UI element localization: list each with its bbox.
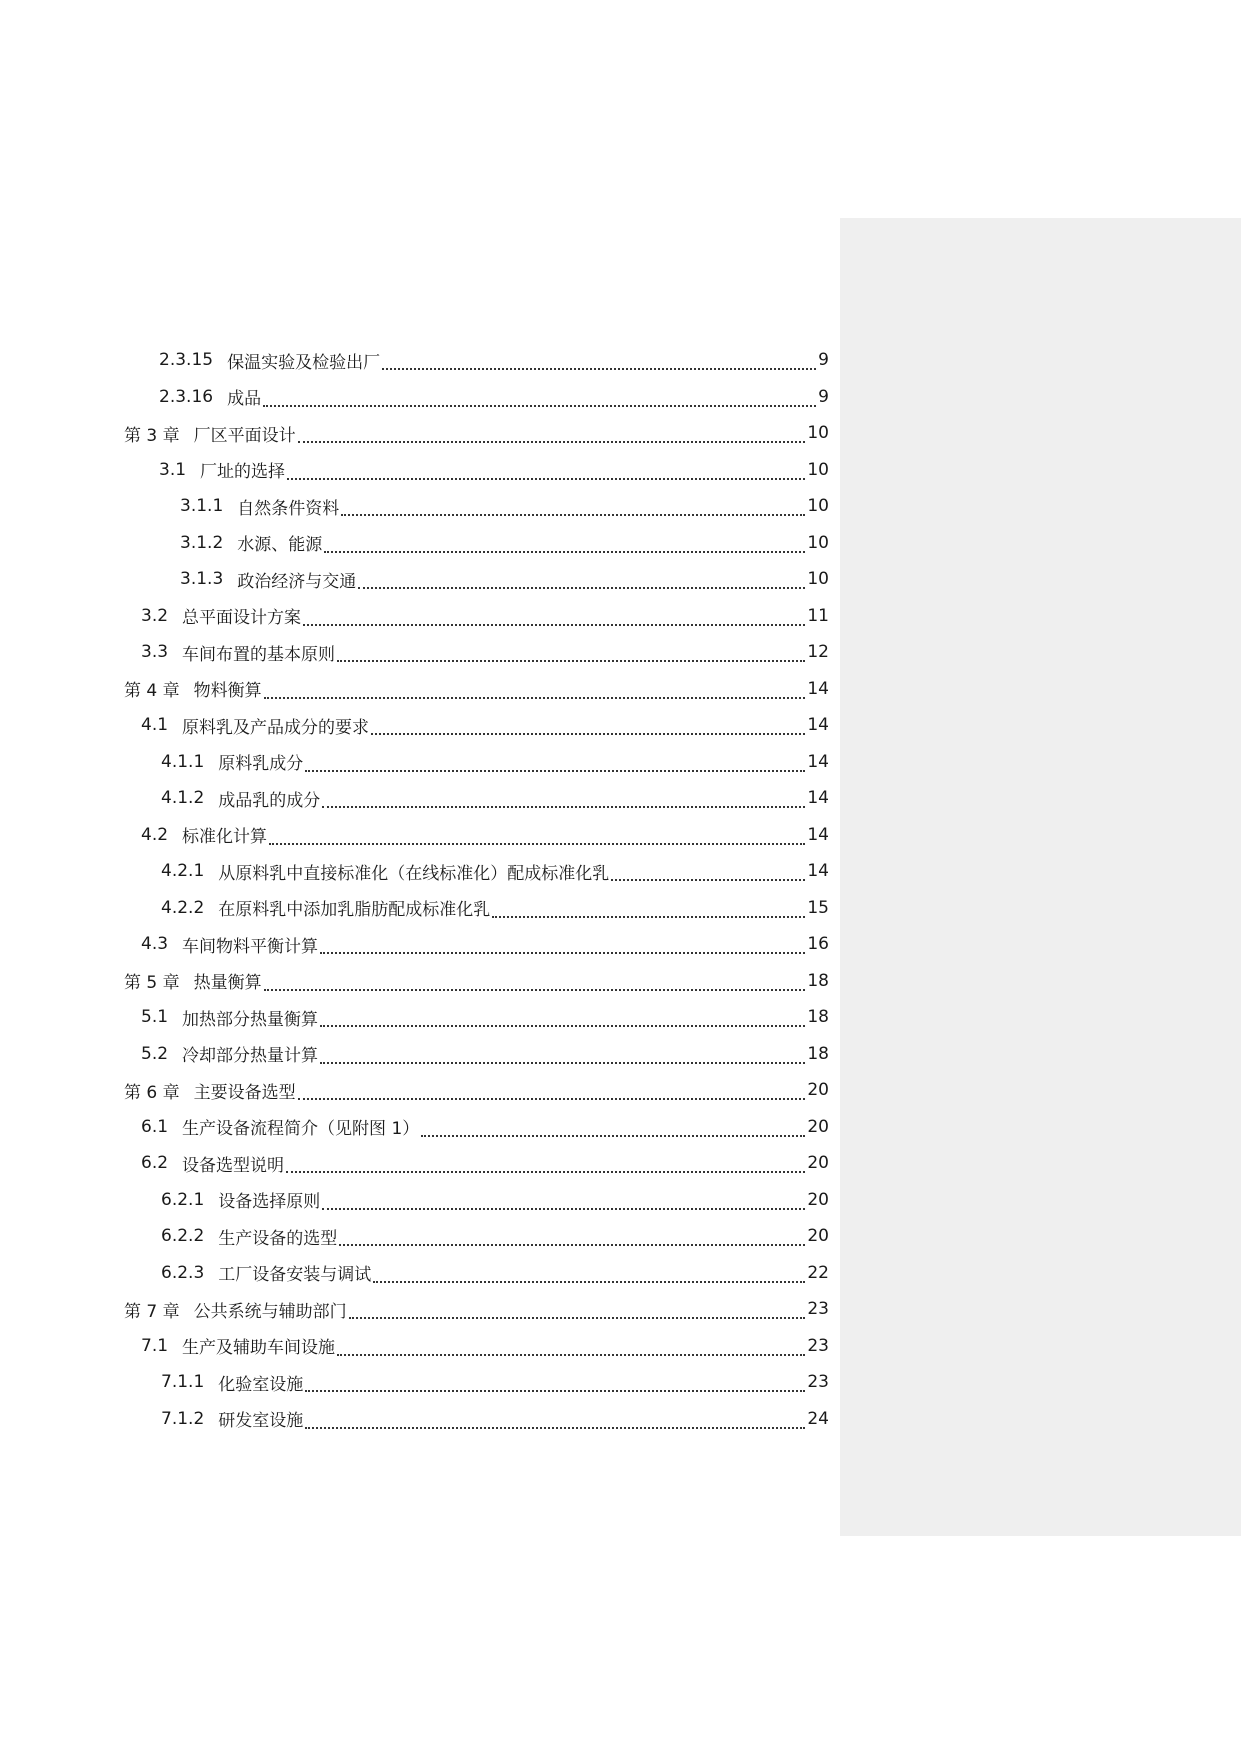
toc-entry-title: 主要设备选型 [193,1082,296,1103]
toc-entry-number: 4.2 [141,824,169,845]
toc-entry-page: 23 [807,1299,829,1320]
toc-entry-title: 工厂设备安装与调试 [218,1265,372,1286]
toc-entry[interactable] [124,890,829,927]
toc-dot-leader [322,1194,805,1210]
toc-entry-page: 22 [807,1262,829,1283]
toc-entry[interactable] [124,1145,829,1182]
toc-entry-number: 3.1 [159,459,187,480]
toc-dot-leader [263,391,816,407]
toc-dot-leader [382,354,816,370]
toc-entry[interactable] [124,963,829,1000]
toc-entry-title: 总平面设计方案 [182,608,302,629]
toc-entry[interactable] [124,1218,829,1255]
comment-margin-panel [840,218,1241,1536]
toc-dot-leader [286,1157,805,1173]
toc-dot-leader [339,1230,805,1246]
toc-entry-title: 化验室设施 [218,1374,304,1395]
toc-entry-number: 第 4 章 [124,681,180,702]
toc-entry[interactable] [124,561,829,598]
toc-dot-leader [349,1303,806,1319]
toc-dot-leader [611,865,805,881]
toc-entry-title: 从原料乳中直接标准化（在线标准化）配成标准化乳 [218,863,610,884]
toc-entry-title: 加热部分热量衡算 [182,1009,319,1030]
toc-entry-page: 9 [818,386,829,407]
toc-entry-number: 3.2 [141,605,169,626]
toc-entry[interactable] [124,634,829,671]
toc-entry-title: 厂址的选择 [200,462,286,483]
toc-entry-title: 冷却部分热量计算 [182,1046,319,1067]
toc-entry[interactable] [124,780,829,817]
toc-entry-title: 物料衡算 [193,681,262,702]
toc-entry[interactable] [124,452,829,489]
toc-entry-page: 10 [807,496,829,517]
toc-entry-page: 10 [807,459,829,480]
toc-dot-leader [322,792,805,808]
toc-entry-number: 第 3 章 [124,425,180,446]
toc-dot-leader [358,573,805,589]
toc-entry-number: 6.2.1 [161,1189,205,1210]
toc-entry-page: 14 [807,715,829,736]
toc-entry-page: 14 [807,751,829,772]
toc-entry-number: 3.1.2 [180,532,224,553]
toc-entry[interactable] [124,1255,829,1292]
toc-entry-number: 3.1.1 [180,496,224,517]
toc-entry[interactable] [124,379,829,416]
toc-entry-number: 4.1.2 [161,788,205,809]
toc-entry-number: 3.3 [141,642,169,663]
toc-dot-leader [269,829,805,845]
toc-entry[interactable] [124,707,829,744]
toc-entry-page: 12 [807,642,829,663]
toc-entry[interactable] [124,1328,829,1365]
toc-entry-title: 车间物料平衡计算 [182,936,319,957]
toc-entry-number: 第 5 章 [124,973,180,994]
toc-entry[interactable] [124,671,829,708]
toc-entry-page: 24 [807,1408,829,1429]
toc-entry[interactable] [124,999,829,1036]
toc-dot-leader [298,427,806,443]
toc-entry[interactable] [124,1109,829,1146]
toc-entry-title: 生产及辅助车间设施 [182,1338,336,1359]
toc-entry-number: 4.2.2 [161,897,205,918]
toc-entry-title: 成品乳的成分 [218,790,321,811]
toc-dot-leader [320,938,805,954]
toc-entry-page: 23 [807,1372,829,1393]
toc-entry-title: 研发室设施 [218,1411,304,1432]
toc-entry-page: 18 [807,1007,829,1028]
toc-dot-leader [305,1376,805,1392]
toc-entry[interactable] [124,744,829,781]
toc-dot-leader [341,500,805,516]
toc-entry-number: 7.1.2 [161,1408,205,1429]
toc-entry-title: 设备选型说明 [182,1155,285,1176]
toc-entry-title: 原料乳成分 [218,754,304,775]
toc-entry-page: 14 [807,824,829,845]
toc-entry[interactable] [124,817,829,854]
toc-entry-page: 14 [807,861,829,882]
toc-entry-title: 政治经济与交通 [237,571,357,592]
toc-entry[interactable] [124,488,829,525]
toc-entry-page: 18 [807,970,829,991]
toc-entry[interactable] [124,1182,829,1219]
toc-entry-page: 14 [807,678,829,699]
toc-dot-leader [264,683,806,699]
toc-entry-title: 自然条件资料 [237,498,340,519]
toc-entry-number: 5.2 [141,1043,169,1064]
toc-dot-leader [337,646,805,662]
toc-entry[interactable] [124,415,829,452]
toc-entry-number: 6.1 [141,1116,169,1137]
toc-entry-title: 生产设备流程简介（见附图 1） [182,1119,420,1140]
toc-entry-page: 16 [807,934,829,955]
toc-entry-title: 生产设备的选型 [218,1228,338,1249]
toc-entry-page: 14 [807,788,829,809]
toc-entry[interactable] [124,1036,829,1073]
toc-entry-number: 7.1.1 [161,1372,205,1393]
toc-dot-leader [324,537,805,553]
toc-entry-title: 原料乳及产品成分的要求 [182,717,370,738]
toc-entry-page: 20 [807,1226,829,1247]
toc-entry[interactable] [124,853,829,890]
toc-entry-page: 10 [807,532,829,553]
toc-dot-leader [320,1011,805,1027]
toc-entry-title: 在原料乳中添加乳脂肪配成标准化乳 [218,900,491,921]
toc-entry-title: 车间布置的基本原则 [182,644,336,665]
toc-entry-number: 7.1 [141,1335,169,1356]
toc-entry-number: 4.1.1 [161,751,205,772]
toc-entry[interactable] [124,1291,829,1328]
toc-dot-leader [421,1121,805,1137]
toc-entry-title: 保温实验及检验出厂 [227,352,381,373]
toc-dot-leader [305,756,805,772]
toc-entry-title: 厂区平面设计 [193,425,296,446]
toc-entry[interactable] [124,1401,829,1438]
toc-entry-page: 20 [807,1116,829,1137]
toc-entry-page: 20 [807,1189,829,1210]
toc-entry[interactable] [124,1072,829,1109]
toc-dot-leader [303,610,805,626]
toc-entry-number: 3.1.3 [180,569,224,590]
toc-entry-page: 11 [807,605,829,626]
toc-entry-title: 水源、能源 [237,535,323,556]
toc-entry-title: 标准化计算 [182,827,268,848]
toc-entry-title: 成品 [227,389,262,410]
toc-entry-title: 热量衡算 [193,973,262,994]
toc-entry-page: 9 [818,350,829,371]
toc-dot-leader [320,1048,805,1064]
toc-entry-number: 4.1 [141,715,169,736]
toc-entry[interactable] [124,598,829,635]
toc-entry-number: 第 6 章 [124,1082,180,1103]
toc-dot-leader [373,1267,805,1283]
table-of-contents [124,342,829,1437]
toc-dot-leader [492,902,805,918]
toc-entry-title: 公共系统与辅助部门 [193,1301,347,1322]
toc-entry-page: 10 [807,569,829,590]
toc-dot-leader [298,1084,806,1100]
toc-dot-leader [264,975,806,991]
toc-entry-number: 5.1 [141,1007,169,1028]
toc-entry-number: 第 7 章 [124,1301,180,1322]
toc-entry-number: 6.2 [141,1153,169,1174]
toc-entry-page: 15 [807,897,829,918]
toc-entry-number: 6.2.2 [161,1226,205,1247]
toc-dot-leader [287,464,805,480]
toc-entry[interactable] [124,926,829,963]
toc-entry[interactable] [124,525,829,562]
toc-entry-page: 20 [807,1153,829,1174]
toc-entry-title: 设备选择原则 [218,1192,321,1213]
toc-entry-number: 2.3.15 [159,350,214,371]
toc-entry-number: 4.2.1 [161,861,205,882]
toc-entry-number: 4.3 [141,934,169,955]
toc-entry[interactable] [124,1364,829,1401]
toc-entry-page: 18 [807,1043,829,1064]
toc-entry-page: 23 [807,1335,829,1356]
toc-dot-leader [305,1413,805,1429]
toc-entry[interactable] [124,342,829,379]
toc-dot-leader [371,719,805,735]
toc-entry-number: 2.3.16 [159,386,214,407]
toc-dot-leader [337,1340,805,1356]
toc-entry-page: 10 [807,423,829,444]
toc-entry-number: 6.2.3 [161,1262,205,1283]
toc-entry-page: 20 [807,1080,829,1101]
